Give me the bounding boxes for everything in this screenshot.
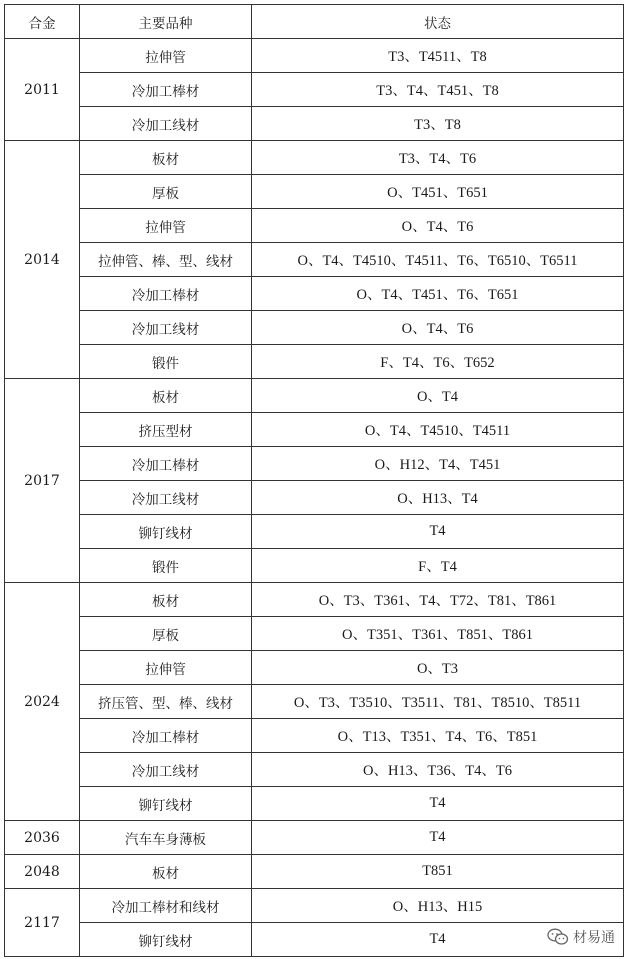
product-cell: 铆钉线材 [80, 923, 252, 957]
state-cell: O、T4、T451、T6、T651 [252, 277, 624, 311]
table-row [5, 243, 624, 277]
table-row [5, 481, 624, 515]
table-row [5, 889, 624, 923]
product-cell: 板材 [80, 379, 252, 413]
table-row [5, 73, 624, 107]
state-cell: O、T4 [252, 379, 624, 413]
table-row [5, 719, 624, 753]
table-row [5, 583, 624, 617]
alloy-temper-table [4, 4, 624, 957]
product-cell: 板材 [80, 141, 252, 175]
product-cell: 挤压管、型、棒、线材 [80, 685, 252, 719]
table-row [5, 379, 624, 413]
state-cell: O、T3、T3510、T3511、T81、T8510、T8511 [252, 685, 624, 719]
state-cell: O、T451、T651 [252, 175, 624, 209]
product-cell: 冷加工棒材 [80, 277, 252, 311]
table-row [5, 617, 624, 651]
product-cell: 冷加工棒材 [80, 447, 252, 481]
product-cell: 板材 [80, 855, 252, 889]
state-cell: T4 [252, 515, 624, 549]
state-cell: T3、T4、T451、T8 [252, 73, 624, 107]
state-cell: T4 [252, 787, 624, 821]
state-cell: O、H12、T4、T451 [252, 447, 624, 481]
state-cell: T3、T8 [252, 107, 624, 141]
table-row [5, 821, 624, 855]
alloy-cell: 2017 [5, 379, 80, 583]
table-row [5, 855, 624, 889]
table-row [5, 787, 624, 821]
header-product: 主要品种 [80, 5, 252, 39]
product-cell: 冷加工棒材 [80, 73, 252, 107]
state-cell: T851 [252, 855, 624, 889]
alloy-cell: 2011 [5, 39, 80, 141]
table-row [5, 209, 624, 243]
state-cell: F、T4、T6、T652 [252, 345, 624, 379]
table-row [5, 753, 624, 787]
table-row [5, 107, 624, 141]
state-cell: O、T4、T6 [252, 209, 624, 243]
alloy-cell: 2048 [5, 855, 80, 889]
table-row [5, 685, 624, 719]
product-cell: 锻件 [80, 345, 252, 379]
state-cell: O、H13、T4 [252, 481, 624, 515]
state-cell: O、T4、T4510、T4511 [252, 413, 624, 447]
product-cell: 冷加工棒材和线材 [80, 889, 252, 923]
alloy-cell: 2014 [5, 141, 80, 379]
table-row [5, 923, 624, 957]
alloy-cell: 2024 [5, 583, 80, 821]
product-cell: 冷加工线材 [80, 753, 252, 787]
table-row [5, 39, 624, 73]
state-cell: O、H13、T36、T4、T6 [252, 753, 624, 787]
product-cell: 拉伸管 [80, 209, 252, 243]
product-cell: 锻件 [80, 549, 252, 583]
table-row [5, 515, 624, 549]
table-row [5, 141, 624, 175]
product-cell: 拉伸管、棒、型、线材 [80, 243, 252, 277]
state-cell: O、T351、T361、T851、T861 [252, 617, 624, 651]
alloy-cell: 2117 [5, 889, 80, 957]
table-row [5, 549, 624, 583]
table-row [5, 345, 624, 379]
product-cell: 厚板 [80, 175, 252, 209]
product-cell: 挤压型材 [80, 413, 252, 447]
product-cell: 冷加工线材 [80, 107, 252, 141]
product-cell: 铆钉线材 [80, 787, 252, 821]
table-header-row [5, 5, 624, 39]
state-cell: F、T4 [252, 549, 624, 583]
state-cell: T3、T4、T6 [252, 141, 624, 175]
product-cell: 拉伸管 [80, 651, 252, 685]
wechat-icon [547, 928, 569, 946]
state-cell: O、T4、T6 [252, 311, 624, 345]
state-cell: O、T3 [252, 651, 624, 685]
product-cell: 厚板 [80, 617, 252, 651]
state-cell: O、T13、T351、T4、T6、T851 [252, 719, 624, 753]
table-row [5, 413, 624, 447]
state-cell: O、T4、T4510、T4511、T6、T6510、T6511 [252, 243, 624, 277]
state-cell: O、T3、T361、T4、T72、T81、T861 [252, 583, 624, 617]
state-cell: T4 [252, 821, 624, 855]
table-row [5, 651, 624, 685]
product-cell: 冷加工线材 [80, 311, 252, 345]
product-cell: 冷加工线材 [80, 481, 252, 515]
watermark-text: 材易通 [573, 930, 615, 946]
table-row [5, 311, 624, 345]
table-body [5, 39, 624, 957]
header-alloy: 合金 [5, 5, 80, 39]
product-cell: 铆钉线材 [80, 515, 252, 549]
state-cell: O、H13、H15 [252, 889, 624, 923]
header-state: 状态 [252, 5, 624, 39]
state-cell: T4 [252, 923, 624, 957]
product-cell: 冷加工棒材 [80, 719, 252, 753]
state-cell: T3、T4511、T8 [252, 39, 624, 73]
table-row [5, 277, 624, 311]
product-cell: 拉伸管 [80, 39, 252, 73]
watermark [543, 925, 619, 949]
alloy-cell: 2036 [5, 821, 80, 855]
product-cell: 汽车车身薄板 [80, 821, 252, 855]
product-cell: 板材 [80, 583, 252, 617]
table-row [5, 447, 624, 481]
table-row [5, 175, 624, 209]
